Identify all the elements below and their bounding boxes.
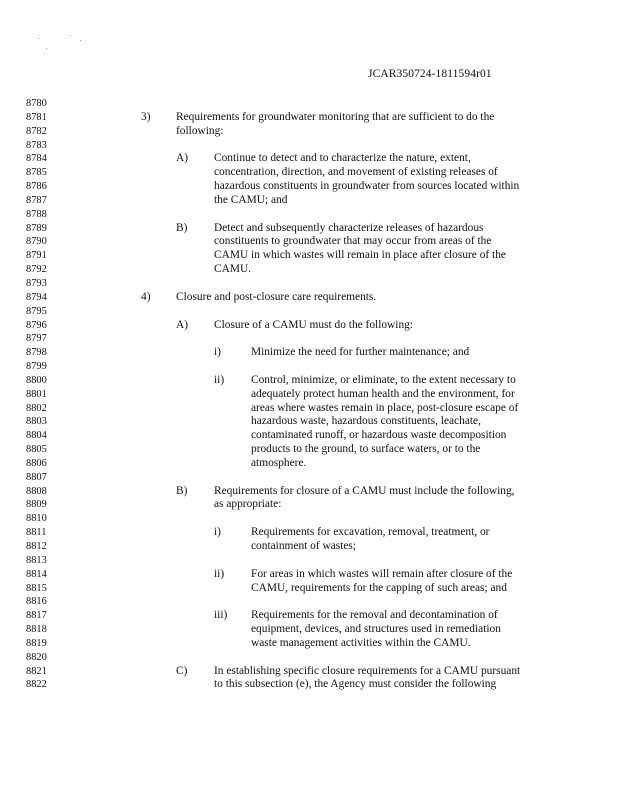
line-number: 8809	[26, 499, 47, 511]
line-number: 8815	[26, 582, 47, 594]
document-line	[0, 665, 618, 679]
list-marker: i)	[214, 346, 221, 359]
document-line	[0, 139, 618, 153]
line-number: 8808	[26, 485, 47, 497]
document-line	[0, 249, 618, 263]
scan-speck	[80, 40, 81, 41]
line-number: 8802	[26, 402, 47, 414]
line-number: 8793	[26, 277, 47, 289]
line-number: 8785	[26, 167, 47, 179]
document-line	[0, 305, 618, 319]
document-line	[0, 208, 618, 222]
document-line	[0, 429, 618, 443]
scan-speck	[46, 48, 47, 49]
document-line	[0, 471, 618, 485]
document-line	[0, 152, 618, 166]
line-number: 8803	[26, 416, 47, 428]
line-number: 8805	[26, 444, 47, 456]
line-text: For areas in which wastes will remain after closure of the	[251, 567, 513, 580]
line-number: 8810	[26, 513, 47, 525]
line-text: atmosphere.	[251, 456, 307, 469]
list-marker: B)	[176, 484, 188, 497]
line-text: hazardous constituents in groundwater from sources located within	[214, 180, 520, 193]
line-text: Continue to detect and to characterize the nature, extent,	[214, 152, 471, 165]
line-text: In establishing specific closure requirements for a CAMU pursuant	[214, 664, 521, 677]
line-text: adequately protect human health and the environment, for	[251, 387, 515, 400]
document-line	[0, 512, 618, 526]
document-line	[0, 291, 618, 305]
document-line	[0, 415, 618, 429]
line-number: 8804	[26, 430, 47, 442]
document-line	[0, 332, 618, 346]
list-marker: ii)	[214, 567, 225, 580]
document-line	[0, 651, 618, 665]
line-number: 8797	[26, 333, 47, 345]
line-number: 8820	[26, 651, 47, 663]
document-line	[0, 180, 618, 194]
line-number: 8796	[26, 319, 47, 331]
line-number: 8817	[26, 610, 47, 622]
document-line	[0, 678, 618, 692]
line-number: 8822	[26, 679, 47, 691]
line-text: Closure and post-closure care requirements.	[176, 290, 377, 303]
document-line	[0, 554, 618, 568]
line-number: 8818	[26, 624, 47, 636]
line-number: 8812	[26, 541, 47, 552]
line-text: Minimize the need for further maintenance; and	[251, 346, 470, 359]
line-number: 8792	[26, 264, 47, 276]
line-number: 8789	[26, 222, 47, 234]
line-text: containment of wastes;	[251, 540, 357, 552]
line-text: Detect and subsequently characterize releases of hazardous	[214, 221, 484, 234]
document-line	[0, 346, 618, 360]
line-text: Requirements for groundwater monitoring that are sufficient to do the	[176, 110, 495, 123]
line-number: 8791	[26, 250, 47, 262]
line-number: 8798	[26, 347, 47, 359]
line-number: 8814	[26, 568, 47, 580]
line-text: Closure of a CAMU must do the following:	[214, 318, 414, 331]
line-number: 8813	[26, 554, 47, 566]
line-text: Requirements for the removal and decontamination of	[251, 609, 498, 622]
list-marker: 3)	[141, 110, 151, 123]
document-line	[0, 263, 618, 277]
line-text: CAMU.	[214, 263, 252, 276]
line-number: 8800	[26, 374, 47, 386]
line-text: following:	[176, 124, 224, 137]
document-line	[0, 360, 618, 374]
document-line	[0, 402, 618, 416]
line-number: 8788	[26, 208, 47, 220]
line-number: 8816	[26, 596, 47, 608]
document-line	[0, 637, 618, 651]
document-body	[0, 97, 618, 692]
list-marker: B)	[176, 221, 188, 234]
line-text: CAMU, requirements for the capping of such areas; and	[251, 581, 507, 594]
line-text: contaminated runoff, or hazardous waste decomposition	[251, 429, 507, 442]
document-line	[0, 540, 618, 554]
document-line	[0, 194, 618, 208]
line-number: 8794	[26, 291, 47, 303]
list-marker: 4)	[141, 290, 151, 303]
line-text: CAMU in which wastes will remain in place after closure of the	[214, 249, 506, 262]
line-text: to this subsection (e), the Agency must consider the following	[214, 678, 497, 691]
document-line	[0, 526, 618, 540]
line-number: 8786	[26, 181, 47, 193]
document-line	[0, 388, 618, 402]
scan-speck	[70, 35, 71, 36]
document-line	[0, 166, 618, 180]
line-number: 8801	[26, 388, 47, 400]
document-line	[0, 443, 618, 457]
line-text: Requirements for excavation, removal, treatment, or	[251, 526, 490, 539]
line-number: 8782	[26, 125, 47, 137]
document-line	[0, 582, 618, 596]
line-number: 8806	[26, 457, 47, 469]
line-text: as appropriate:	[214, 498, 282, 511]
line-text: products to the ground, to surface waters, or to the	[251, 443, 481, 456]
line-number: 8799	[26, 361, 47, 373]
document-line	[0, 319, 618, 333]
line-text: equipment, devices, and structures used in remediation	[251, 623, 501, 636]
document-line	[0, 609, 618, 623]
document-line	[0, 498, 618, 512]
document-line	[0, 485, 618, 499]
line-text: areas where wastes remain in place, post-closure escape of	[251, 401, 519, 414]
line-number: 8787	[26, 194, 47, 206]
list-marker: C)	[176, 664, 188, 677]
line-number: 8821	[26, 665, 47, 677]
document-line	[0, 568, 618, 582]
document-line	[0, 457, 618, 471]
line-text: waste management activities within the CAMU.	[251, 636, 471, 649]
line-text: constituents to groundwater that may occur from areas of the	[214, 235, 492, 248]
line-text: Requirements for closure of a CAMU must include the following,	[214, 484, 515, 497]
document-line	[0, 222, 618, 236]
line-number: 8780	[26, 98, 47, 109]
document-line	[0, 623, 618, 637]
list-marker: iii)	[214, 609, 228, 622]
document-id: JCAR350724-1811594r01	[368, 68, 492, 80]
document-line	[0, 111, 618, 125]
document-line	[0, 595, 618, 609]
line-number: 8781	[26, 111, 47, 123]
list-marker: i)	[214, 526, 221, 539]
list-marker: A)	[176, 318, 189, 331]
document-line	[0, 235, 618, 249]
line-text: hazardous waste, hazardous constituents, leachate,	[251, 415, 481, 428]
line-text: concentration, direction, and movement of existing releases of	[214, 166, 498, 179]
line-text: Control, minimize, or eliminate, to the extent necessary to	[251, 373, 516, 386]
line-number: 8819	[26, 637, 47, 649]
document-line	[0, 277, 618, 291]
line-number: 8807	[26, 471, 47, 483]
document-line	[0, 97, 618, 111]
line-number: 8784	[26, 153, 47, 165]
line-number: 8811	[26, 527, 47, 539]
list-marker: ii)	[214, 373, 225, 386]
list-marker: A)	[176, 152, 189, 165]
document-line	[0, 125, 618, 139]
scan-speck	[38, 38, 39, 39]
line-number: 8783	[26, 139, 47, 151]
line-text: the CAMU; and	[214, 193, 288, 206]
document-line	[0, 374, 618, 388]
line-number: 8795	[26, 305, 47, 317]
line-number: 8790	[26, 236, 47, 248]
